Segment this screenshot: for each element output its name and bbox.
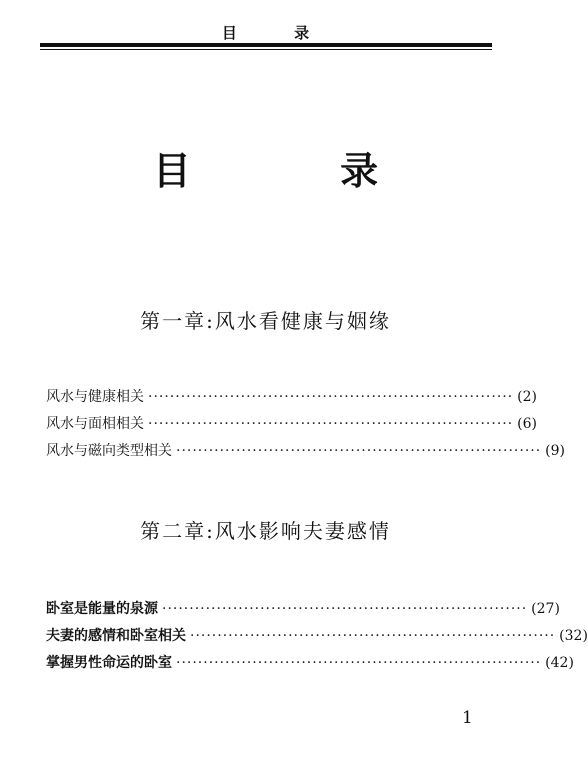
leader-dots: ··································································· xyxy=(176,655,542,671)
toc-entry[interactable] xyxy=(46,413,538,435)
toc-entry-page: (27) xyxy=(531,601,560,617)
toc-entry[interactable] xyxy=(46,625,588,647)
toc-entry[interactable] xyxy=(46,386,538,408)
toc-entry[interactable] xyxy=(46,598,560,620)
header-rule-thick xyxy=(40,43,492,47)
toc-entry-page: (6) xyxy=(517,416,538,432)
toc-entry-title: 掌握男性命运的卧室 xyxy=(46,655,172,671)
leader-dots: ··································································· xyxy=(162,601,528,617)
toc-entry-page: (42) xyxy=(545,655,574,671)
toc-entry-page: (2) xyxy=(517,389,538,405)
toc-entry-title: 风水与磁向类型相关 xyxy=(46,443,172,459)
header-rule-thin xyxy=(40,49,492,50)
chapter-heading-1: 第一章:风水看健康与姻缘 xyxy=(140,309,391,333)
toc-entry[interactable] xyxy=(46,652,574,674)
toc-entry-title: 卧室是能量的泉源 xyxy=(46,601,158,617)
toc-entry-page: (9) xyxy=(545,443,566,459)
toc-entry-title: 风水与健康相关 xyxy=(46,389,144,405)
toc-entry[interactable] xyxy=(46,440,566,462)
running-header: 目 录 xyxy=(221,24,336,42)
chapter-heading-2: 第二章:风水影响夫妻感情 xyxy=(140,519,391,543)
toc-entry-title: 夫妻的感情和卧室相关 xyxy=(46,628,186,644)
leader-dots: ··································································· xyxy=(148,416,514,432)
leader-dots: ··································································· xyxy=(176,443,542,459)
toc-entry-page: (32) xyxy=(559,628,588,644)
page-title: 目 录 xyxy=(152,149,447,193)
page-number: 1 xyxy=(462,708,473,728)
leader-dots: ··································································· xyxy=(190,628,556,644)
leader-dots: ··································································· xyxy=(148,389,514,405)
toc-entry-title: 风水与面相相关 xyxy=(46,416,144,432)
